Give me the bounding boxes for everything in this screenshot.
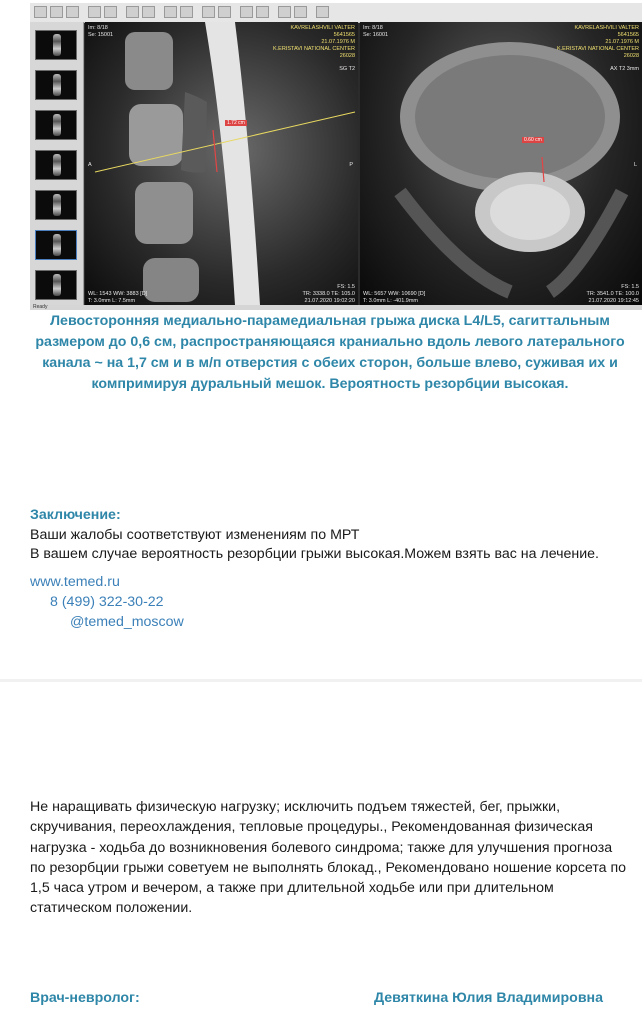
window-level: WL: 1543 WW: 3883 [D] [88, 291, 148, 297]
series-label: Se: 15001 [88, 32, 114, 38]
axial-image [360, 22, 642, 305]
series-label: Se: 16001 [363, 32, 389, 38]
tr-te-value: TR: 3338.0 TE: 105.0 [302, 291, 355, 297]
doctor-name: Девяткина Юлия Владимировна [374, 990, 603, 1006]
doctor-role: Врач-невролог: [30, 990, 140, 1006]
toolbar-button[interactable] [104, 6, 117, 18]
toolbar-button[interactable] [50, 6, 63, 18]
center-name: K.ERISTAVI NATIONAL CENTER [556, 46, 639, 52]
toolbar-button[interactable] [240, 6, 253, 18]
center-name: K.ERISTAVI NATIONAL CENTER [272, 46, 355, 52]
timestamp: 21.07.2020 19:02:20 [304, 298, 355, 304]
patient-id: 5641565 [333, 32, 355, 38]
patient-birthdate: 21.07.1976 M [321, 39, 355, 45]
patient-name: KAVRELASHVILI VALTER [574, 25, 639, 31]
phone-link[interactable]: 8 (499) 322-30-22 [50, 594, 164, 610]
fs-value: FS: 1.5 [621, 284, 639, 290]
series-thumbnail[interactable] [35, 270, 77, 300]
patient-birthdate: 21.07.1976 M [605, 39, 639, 45]
slice-thickness: T: 3.0mm L: -401.9mm [363, 298, 419, 304]
mri-viewer [30, 3, 642, 310]
series-thumbnail[interactable] [35, 30, 77, 60]
center-code: 26028 [339, 53, 355, 59]
series-thumbnail[interactable] [35, 110, 77, 140]
image-label: Im: 8/18 [88, 25, 108, 31]
slice-thickness: T: 3.0mm L: 7.5mm [88, 298, 136, 304]
sequence-label: AX T2 3mm [610, 66, 639, 72]
window-level: WL: 5657 WW: 10690 [D] [363, 291, 426, 297]
toolbar-button[interactable] [180, 6, 193, 18]
toolbar-button[interactable] [66, 6, 79, 18]
series-thumbnail-selected[interactable] [35, 230, 77, 260]
series-thumbnail[interactable] [35, 70, 77, 100]
tr-te-value: TR: 3541.0 TE: 100.0 [586, 291, 639, 297]
toolbar-button[interactable] [88, 6, 101, 18]
toolbar-button[interactable] [126, 6, 139, 18]
conclusion-line-1: Ваши жалобы соответствуют изменениям по МРТ [30, 527, 360, 543]
toolbar-button[interactable] [34, 6, 47, 18]
orientation-marker-p: P [349, 162, 353, 168]
toolbar-button[interactable] [218, 6, 231, 18]
orientation-marker-l: L [633, 162, 637, 168]
orientation-marker-a: A [88, 162, 92, 168]
toolbar-button[interactable] [294, 6, 307, 18]
series-thumbnails [30, 22, 84, 305]
conclusion-title: Заключение: [30, 507, 121, 523]
mri-finding-caption: Левосторонняя медиально-парамедиальная грыжа диска L4/L5, сагиттальным размером до 0,6 см, распространяющаяся краниально вдоль левого латерального канала ~ на 1,7 см и в м/п отверстия с обеих сторон, больше влево, суживая их и компримируя дуральный мешок. Вероятность резорбции высокая. [35, 313, 625, 392]
series-thumbnail[interactable] [35, 190, 77, 220]
toolbar-button[interactable] [164, 6, 177, 18]
center-code: 26028 [623, 53, 639, 59]
measurement-label[interactable]: 1.72 cm [227, 120, 245, 126]
series-thumbnail[interactable] [35, 150, 77, 180]
toolbar-button[interactable] [256, 6, 269, 18]
measurement-label[interactable]: 0.60 cm [524, 137, 542, 143]
viewer-toolbar [30, 3, 642, 23]
sequence-label: SG T2 [339, 66, 355, 72]
toolbar-button[interactable] [278, 6, 291, 18]
mri-sagittal-pane[interactable] [85, 22, 358, 305]
toolbar-button[interactable] [142, 6, 155, 18]
mri-axial-pane[interactable] [360, 22, 642, 305]
recommendation-text: Не наращивать физическую нагрузку; исключить подъем тяжестей, бег, прыжки, скручивания, переохлаждения, тепловые процедуры., Рекомендованная физическая нагрузка - ходьба до возникновения болевого синдрома; также для улучшения прогноза по резорбции грыжи советуем не выполнять блокад., Рекомендовано ношение корсета по 1,5 часа утром и вечером, а также при длительной ходьбе или при длительном статическом положении. [30, 799, 627, 917]
website-link[interactable]: www.temed.ru [30, 574, 120, 590]
section-divider [0, 679, 642, 682]
patient-name: KAVRELASHVILI VALTER [290, 25, 355, 31]
sagittal-image [85, 22, 358, 305]
fs-value: FS: 1.5 [337, 284, 355, 290]
viewer-statusbar [30, 305, 642, 310]
status-text: Ready [33, 304, 48, 310]
toolbar-button[interactable] [202, 6, 215, 18]
toolbar-button[interactable] [316, 6, 329, 18]
social-link[interactable]: @temed_moscow [70, 614, 184, 630]
patient-id: 5641565 [617, 32, 639, 38]
conclusion-line-2: В вашем случае вероятность резорбции грыжи высокая.Можем взять вас на лечение. [30, 546, 599, 562]
timestamp: 21.07.2020 19:12:45 [588, 298, 639, 304]
image-label: Im: 8/18 [363, 25, 383, 31]
